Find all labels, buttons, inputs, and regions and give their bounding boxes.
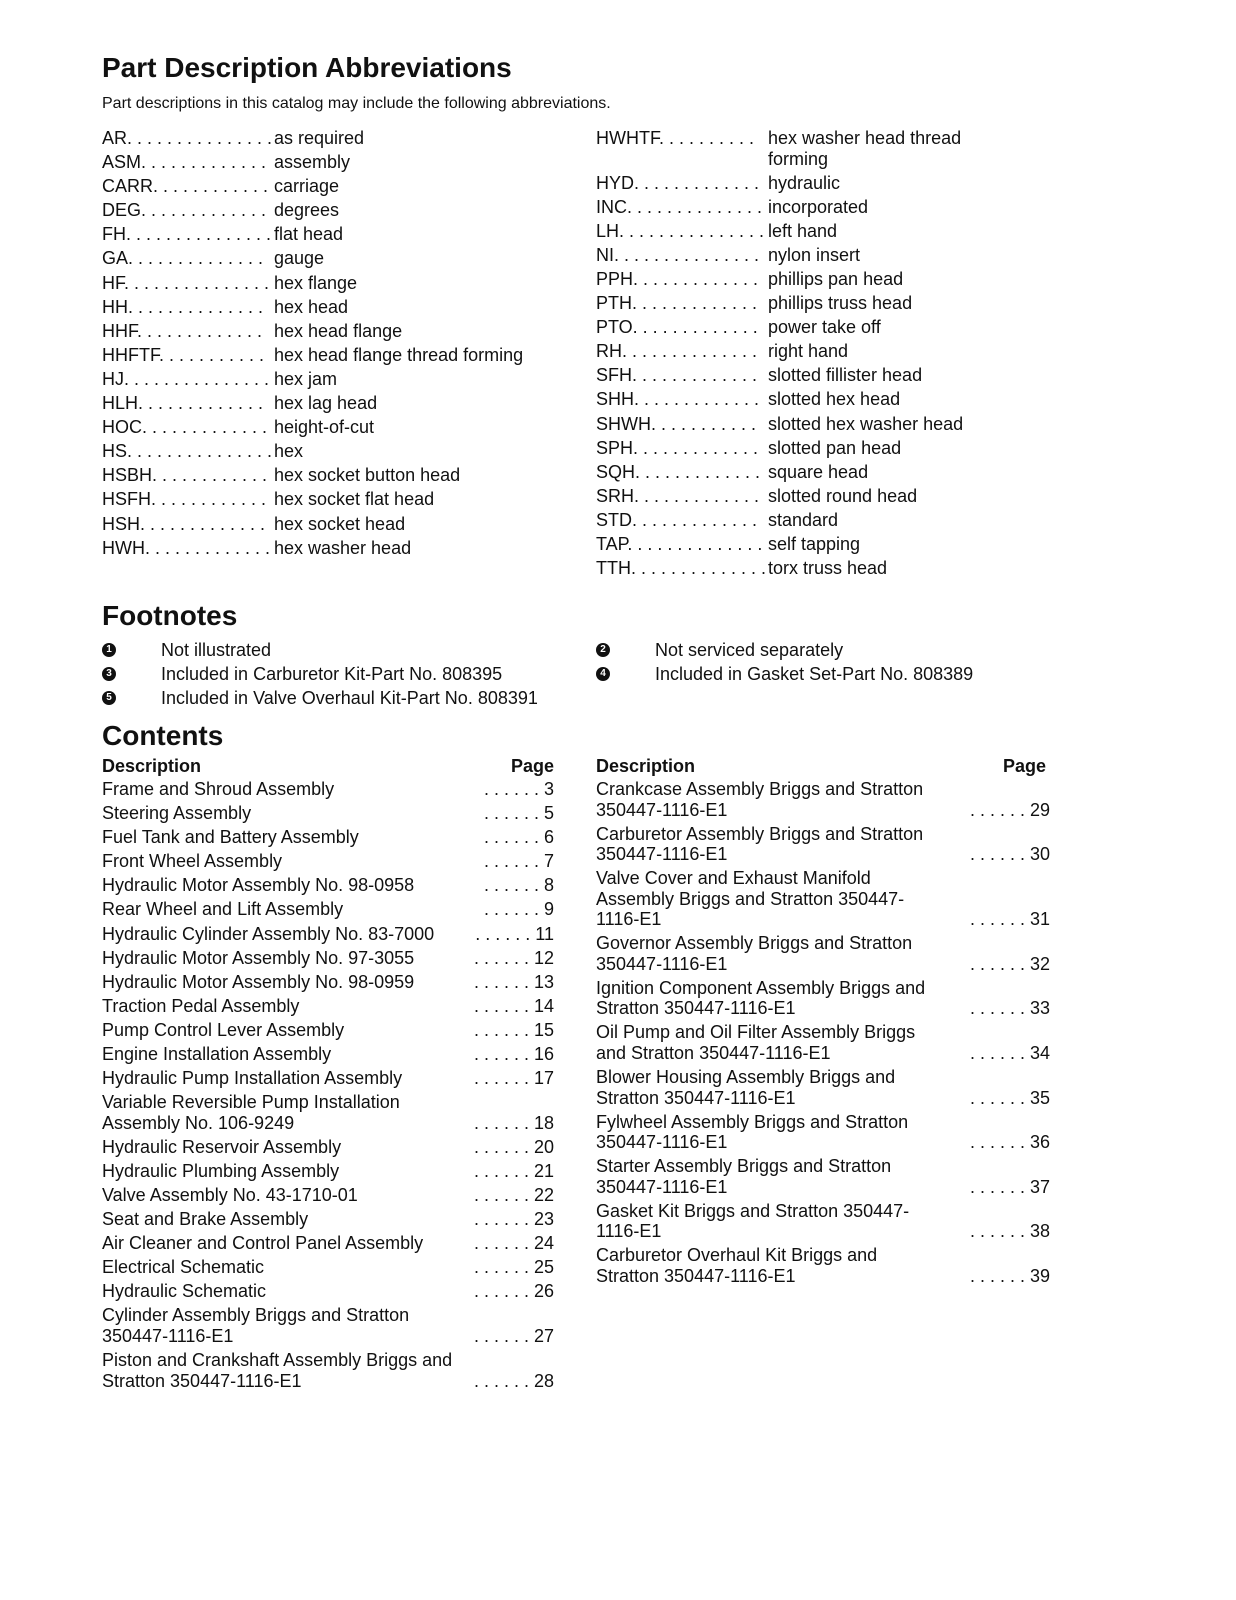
contents-right-column: [596, 754, 1050, 1290]
contents-entry[interactable]: [102, 827, 554, 848]
abbreviation-code: PPH. . . . . . . . . . . . .: [596, 268, 759, 289]
abbreviation-code: HSH. . . . . . . . . . . . .: [102, 513, 266, 534]
abbreviation-description: hex jam: [274, 368, 338, 389]
contents-entry-title: Oil Pump and Oil Filter Assembly Briggs and Stratton 350447-1116-E1: [596, 1022, 916, 1063]
contents-entry-page: . . . . . . 8: [483, 875, 554, 896]
abbreviation-row: [596, 221, 996, 242]
abbreviation-row: [596, 534, 996, 555]
footnote-number-icon: 1: [102, 643, 116, 657]
contents-entry-page: . . . . . . 28: [473, 1370, 554, 1391]
abbreviation-row: [596, 438, 996, 459]
abbreviation-description: power take off: [768, 317, 881, 338]
abbreviation-description: slotted pan head: [768, 437, 902, 458]
abbreviation-code: HH. . . . . . . . . . . . . .: [102, 296, 264, 317]
contents-entry[interactable]: [102, 1209, 554, 1230]
contents-entry[interactable]: [596, 1156, 1050, 1197]
contents-entry-title: Traction Pedal Assembly: [102, 995, 300, 1016]
contents-entry-title: Hydraulic Motor Assembly No. 98-0959: [102, 971, 415, 992]
abbreviation-code: INC. . . . . . . . . . . . . .: [596, 196, 763, 217]
abbreviation-row: [596, 462, 996, 483]
contents-entry-title: Hydraulic Cylinder Assembly No. 83-7000: [102, 923, 435, 944]
contents-entry[interactable]: [102, 1233, 554, 1254]
abbreviation-code: ASM. . . . . . . . . . . . .: [102, 152, 267, 173]
contents-entry[interactable]: [102, 779, 554, 800]
contents-entry-title: Engine Installation Assembly: [102, 1044, 332, 1065]
abbreviation-description: hex head flange thread forming: [274, 344, 524, 365]
abbreviation-description: square head: [768, 461, 869, 482]
abbreviation-code: RH. . . . . . . . . . . . . .: [596, 341, 758, 362]
abbreviation-code: CARR. . . . . . . . . . . .: [102, 176, 269, 197]
footnote-row: [102, 686, 582, 710]
contents-entry[interactable]: [102, 899, 554, 920]
abbreviation-row: [596, 293, 996, 314]
contents-entry-page: . . . . . . 33: [969, 998, 1050, 1019]
contents-entry-page: . . . . . . 24: [473, 1233, 554, 1254]
contents-entry-title: Crankcase Assembly Briggs and Stratton 350447-1116-E1: [596, 779, 924, 820]
abbreviation-code: HWHTF. . . . . . . . . .: [596, 128, 755, 148]
contents-entry[interactable]: [596, 824, 1050, 865]
contents-entry-page: . . . . . . 27: [473, 1325, 554, 1346]
abbreviation-description: hex washer head: [274, 537, 412, 558]
contents-entry-title: Carburetor Assembly Briggs and Stratton 350447-1116-E1: [596, 823, 924, 865]
contents-entry-title: Hydraulic Plumbing Assembly: [102, 1160, 340, 1181]
footnote-number-icon: 5: [102, 691, 116, 705]
contents-entry[interactable]: [102, 1044, 554, 1065]
contents-entry-page: . . . . . . 15: [473, 1019, 554, 1040]
abbreviation-description: torx truss head: [768, 558, 888, 579]
abbreviation-row: [102, 417, 542, 438]
footnote-row: [596, 662, 1076, 686]
abbreviation-description: gauge: [274, 248, 325, 269]
footnote-text: Not illustrated: [161, 639, 272, 660]
contents-entry-title: Blower Housing Assembly Briggs and Stratton 350447-1116-E1: [596, 1067, 896, 1108]
abbreviation-description: hydraulic: [768, 172, 841, 193]
abbreviation-code: TTH. . . . . . . . . . . . . .: [596, 558, 767, 579]
contents-entry-page: . . . . . . 18: [473, 1112, 554, 1133]
abbreviation-code: LH. . . . . . . . . . . . . . .: [596, 220, 765, 241]
abbreviation-row: [596, 486, 996, 507]
abbreviation-description: assembly: [274, 152, 351, 173]
abbreviation-code: PTH. . . . . . . . . . . . .: [596, 293, 758, 314]
abbreviation-code: HF. . . . . . . . . . . . . . .: [102, 272, 270, 293]
abbreviation-description: self tapping: [768, 534, 861, 554]
contents-entry-title: Variable Reversible Pump Installation Assembly No. 106-9249: [102, 1092, 400, 1133]
contents-entry-title: Hydraulic Motor Assembly No. 97-3055: [102, 947, 415, 968]
abbreviation-code: FH. . . . . . . . . . . . . . .: [102, 224, 272, 245]
abbreviation-code: SHH. . . . . . . . . . . . .: [596, 389, 760, 410]
abbreviation-description: hex flange: [274, 272, 358, 293]
contents-entry-title: Front Wheel Assembly: [102, 851, 283, 872]
page-header: Page: [510, 756, 554, 776]
contents-entry[interactable]: [102, 948, 554, 969]
abbreviation-row: [102, 152, 542, 173]
contents-entry[interactable]: [102, 1185, 554, 1206]
abbreviation-code: HSBH. . . . . . . . . . . .: [102, 465, 268, 486]
abbreviation-row: [102, 297, 542, 318]
contents-entry-page: . . . . . . 34: [969, 1042, 1050, 1063]
footnotes-right-column: [596, 638, 1076, 686]
contents-entry-page: . . . . . . 22: [473, 1185, 554, 1205]
abbreviation-description: hex: [274, 441, 304, 462]
footnote-number-icon: 4: [596, 667, 610, 681]
abbreviation-row: [102, 273, 542, 294]
abbreviation-description: standard: [768, 509, 839, 530]
contents-entry-page: . . . . . . 3: [483, 779, 554, 799]
abbreviation-row: [102, 514, 542, 535]
footnotes-left-column: [102, 638, 582, 710]
contents-entry[interactable]: [596, 779, 1050, 820]
abbreviation-description: incorporated: [768, 196, 869, 217]
contents-left-header: [102, 754, 554, 778]
abbreviation-row: [102, 441, 542, 462]
abbreviations-intro: Part descriptions in this catalog may include the following abbreviations.: [102, 95, 611, 112]
contents-right-header: [596, 754, 1050, 778]
contents-entry-page: . . . . . . 7: [483, 851, 554, 872]
abbreviation-row: [102, 248, 542, 269]
contents-left-column: [102, 754, 554, 1395]
abbreviation-description: hex socket flat head: [274, 489, 435, 510]
contents-entry[interactable]: [102, 851, 554, 872]
abbreviation-code: HHFTF. . . . . . . . . . .: [102, 344, 265, 365]
abbreviation-row: [102, 345, 542, 366]
abbreviation-row: [102, 321, 542, 342]
abbreviation-description: height-of-cut: [274, 417, 375, 438]
abbreviation-code: SFH. . . . . . . . . . . . .: [596, 365, 758, 386]
contents-entry-page: . . . . . . 12: [473, 947, 554, 968]
abbreviation-row: [596, 197, 996, 218]
abbreviation-row: [102, 224, 542, 245]
abbreviation-description: as required: [274, 128, 365, 148]
contents-entry-page: . . . . . . 26: [473, 1281, 554, 1302]
abbreviation-row: [596, 245, 996, 266]
contents-entry-title: Valve Cover and Exhaust Manifold Assembly Briggs and Stratton 350447-1116-E1: [596, 868, 905, 930]
contents-entry-page: . . . . . . 31: [969, 909, 1050, 930]
contents-entry-page: . . . . . . 32: [969, 953, 1050, 974]
contents-entry[interactable]: [102, 1092, 554, 1133]
abbreviation-description: hex head: [274, 296, 349, 317]
contents-entry[interactable]: [102, 1350, 554, 1391]
abbreviation-code: HOC. . . . . . . . . . . . .: [102, 417, 268, 438]
abbreviation-row: [102, 538, 542, 559]
description-header: Description: [102, 756, 202, 776]
abbreviations-right-column: [596, 128, 996, 582]
contents-entry-page: . . . . . . 11: [475, 923, 554, 944]
abbreviation-row: [102, 176, 542, 197]
footnotes-title: Footnotes: [102, 600, 238, 631]
footnote-number-icon: 3: [102, 667, 116, 681]
contents-entry-title: Governor Assembly Briggs and Stratton 350447-1116-E1: [596, 933, 913, 974]
abbreviation-description: nylon insert: [768, 244, 861, 265]
contents-entry-title: Electrical Schematic: [102, 1257, 265, 1278]
abbreviation-row: [102, 369, 542, 390]
abbreviation-description: slotted round head: [768, 485, 918, 506]
abbreviation-description: hex socket head: [274, 513, 406, 534]
abbreviation-description: slotted fillister head: [768, 365, 923, 386]
contents-entry[interactable]: [102, 1161, 554, 1182]
abbreviation-description: hex lag head: [274, 393, 378, 414]
contents-entry[interactable]: [596, 1022, 1050, 1063]
contents-entry-page: . . . . . . 5: [483, 803, 554, 824]
abbreviation-description: hex washer head thread forming: [768, 128, 962, 169]
abbreviation-code: HS. . . . . . . . . . . . . . .: [102, 441, 273, 462]
contents-entry[interactable]: [596, 1201, 1050, 1242]
abbreviation-row: [596, 414, 996, 435]
abbreviation-row: [596, 389, 996, 410]
abbreviation-row: [596, 128, 996, 169]
contents-entry-page: . . . . . . 37: [969, 1176, 1050, 1197]
page-header: Page: [1002, 756, 1046, 776]
contents-entry[interactable]: [596, 1112, 1050, 1153]
contents-entry[interactable]: [102, 875, 554, 896]
abbreviation-description: right hand: [768, 341, 849, 362]
footnote-row: [102, 638, 582, 662]
contents-entry-page: . . . . . . 35: [969, 1087, 1050, 1108]
abbreviation-row: [102, 489, 542, 510]
contents-entry-title: Hydraulic Schematic: [102, 1281, 267, 1302]
abbreviations-left-column: [102, 128, 542, 562]
contents-entry[interactable]: [596, 868, 1050, 930]
abbreviation-code: HLH. . . . . . . . . . . . .: [102, 393, 264, 414]
footnote-text: Included in Valve Overhaul Kit-Part No. 808391: [161, 687, 538, 708]
abbreviation-description: hex socket button head: [274, 465, 461, 486]
footnote-text: Included in Carburetor Kit-Part No. 808395: [161, 663, 503, 684]
abbreviation-row: [596, 269, 996, 290]
contents-entry[interactable]: [102, 972, 554, 993]
contents-entry-page: . . . . . . 23: [473, 1209, 554, 1230]
contents-entry[interactable]: [596, 978, 1050, 1019]
contents-entry-page: . . . . . . 17: [473, 1068, 554, 1089]
abbreviation-code: SRH. . . . . . . . . . . . .: [596, 485, 760, 506]
contents-entry-page: . . . . . . 21: [473, 1160, 554, 1181]
abbreviation-code: SHWH. . . . . . . . . . .: [596, 413, 757, 434]
abbreviation-description: slotted hex head: [768, 389, 901, 410]
contents-entry-page: . . . . . . 13: [473, 971, 554, 992]
abbreviation-description: carriage: [274, 176, 340, 197]
contents-entry-title: Gasket Kit Briggs and Stratton 350447-1116-E1: [596, 1200, 910, 1242]
contents-entry[interactable]: [102, 996, 554, 1017]
abbreviation-code: HWH. . . . . . . . . . . . .: [102, 537, 271, 558]
contents-entry-page: . . . . . . 25: [473, 1257, 554, 1278]
contents-entry-title: Carburetor Overhaul Kit Briggs and Stratton 350447-1116-E1: [596, 1245, 878, 1286]
contents-entry[interactable]: [102, 1137, 554, 1158]
abbreviation-row: [596, 365, 996, 386]
contents-entry-page: . . . . . . 20: [473, 1136, 554, 1157]
abbreviation-row: [102, 465, 542, 486]
contents-entry-title: Steering Assembly: [102, 803, 252, 824]
contents-entry-title: Air Cleaner and Control Panel Assembly: [102, 1233, 424, 1254]
contents-entry[interactable]: [102, 1068, 554, 1089]
abbreviations-title: Part Description Abbreviations: [102, 52, 512, 83]
contents-entry-title: Hydraulic Pump Installation Assembly: [102, 1068, 403, 1089]
abbreviation-code: SPH. . . . . . . . . . . . .: [596, 437, 759, 458]
contents-entry[interactable]: [102, 1257, 554, 1278]
abbreviation-description: slotted hex washer head: [768, 413, 964, 434]
contents-entry[interactable]: [102, 1281, 554, 1302]
abbreviation-code: HHF. . . . . . . . . . . . .: [102, 320, 263, 341]
contents-entry-page: . . . . . . 6: [483, 827, 554, 848]
contents-entry-title: Starter Assembly Briggs and Stratton 350447-1116-E1: [596, 1156, 892, 1197]
abbreviation-row: [102, 128, 542, 149]
contents-entry-page: . . . . . . 9: [483, 899, 554, 920]
abbreviation-code: HJ. . . . . . . . . . . . . . .: [102, 368, 270, 389]
contents-entry[interactable]: [102, 1020, 554, 1041]
abbreviation-description: hex head flange: [274, 320, 403, 341]
abbreviation-code: PTO. . . . . . . . . . . . .: [596, 317, 758, 338]
contents-entry-title: Ignition Component Assembly Briggs and Stratton 350447-1116-E1: [596, 977, 926, 1019]
abbreviation-row: [102, 200, 542, 221]
abbreviation-code: GA. . . . . . . . . . . . . .: [102, 248, 264, 269]
abbreviation-description: flat head: [274, 224, 344, 245]
contents-entry-title: Fuel Tank and Battery Assembly: [102, 827, 359, 848]
abbreviation-description: phillips truss head: [768, 293, 913, 314]
contents-entry-page: . . . . . . 29: [969, 799, 1050, 820]
contents-entry-page: . . . . . . 39: [969, 1265, 1050, 1286]
contents-entry[interactable]: [596, 933, 1050, 974]
footnote-number-icon: 2: [596, 643, 610, 657]
contents-entry-title: Rear Wheel and Lift Assembly: [102, 899, 344, 920]
abbreviation-code: TAP. . . . . . . . . . . . . .: [596, 534, 763, 554]
abbreviation-code: AR. . . . . . . . . . . . . . .: [102, 128, 273, 148]
description-header: Description: [596, 756, 696, 776]
contents-entry[interactable]: [102, 924, 554, 945]
abbreviation-description: left hand: [768, 220, 838, 241]
contents-entry-title: Hydraulic Reservoir Assembly: [102, 1136, 342, 1157]
footnote-text: Included in Gasket Set-Part No. 808389: [655, 663, 974, 684]
footnote-row: [102, 662, 582, 686]
contents-entry-title: Fylwheel Assembly Briggs and Stratton 350447-1116-E1: [596, 1111, 909, 1153]
abbreviation-description: phillips pan head: [768, 268, 904, 289]
footnote-text: Not serviced separately: [655, 639, 844, 660]
contents-entry[interactable]: [596, 1067, 1050, 1108]
contents-entry-title: Valve Assembly No. 43-1710-01: [102, 1185, 358, 1205]
contents-entry[interactable]: [102, 803, 554, 824]
contents-entry-page: . . . . . . 36: [969, 1132, 1050, 1153]
contents-entry-page: . . . . . . 30: [969, 844, 1050, 865]
contents-entry-title: Piston and Crankshaft Assembly Briggs and Stratton 350447-1116-E1: [102, 1350, 453, 1391]
abbreviation-row: [596, 341, 996, 362]
contents-entry-page: . . . . . . 16: [473, 1044, 554, 1065]
abbreviation-row: [596, 510, 996, 531]
abbreviation-row: [596, 558, 996, 579]
abbreviation-code: NI. . . . . . . . . . . . . . .: [596, 244, 760, 265]
abbreviation-row: [596, 173, 996, 194]
abbreviation-code: STD. . . . . . . . . . . . .: [596, 509, 758, 530]
abbreviation-row: [102, 393, 542, 414]
contents-entry-title: Cylinder Assembly Briggs and Stratton 350447-1116-E1: [102, 1305, 410, 1346]
abbreviation-row: [596, 317, 996, 338]
footnote-row: [596, 638, 1076, 662]
contents-entry[interactable]: [596, 1245, 1050, 1286]
contents-entry-title: Pump Control Lever Assembly: [102, 1019, 345, 1040]
abbreviation-code: DEG. . . . . . . . . . . . .: [102, 200, 267, 221]
contents-entry-title: Hydraulic Motor Assembly No. 98-0958: [102, 875, 415, 896]
abbreviation-code: SQH. . . . . . . . . . . . .: [596, 461, 761, 482]
contents-entry-page: . . . . . . 14: [473, 995, 554, 1016]
contents-entry-title: Seat and Brake Assembly: [102, 1209, 309, 1230]
abbreviation-code: HYD. . . . . . . . . . . . .: [596, 172, 760, 193]
contents-entry-title: Frame and Shroud Assembly: [102, 779, 335, 799]
contents-title: Contents: [102, 720, 224, 751]
contents-entry-page: . . . . . . 38: [969, 1221, 1050, 1242]
abbreviation-code: HSFH. . . . . . . . . . . .: [102, 489, 267, 510]
abbreviation-description: degrees: [274, 200, 340, 221]
contents-entry[interactable]: [102, 1305, 554, 1346]
